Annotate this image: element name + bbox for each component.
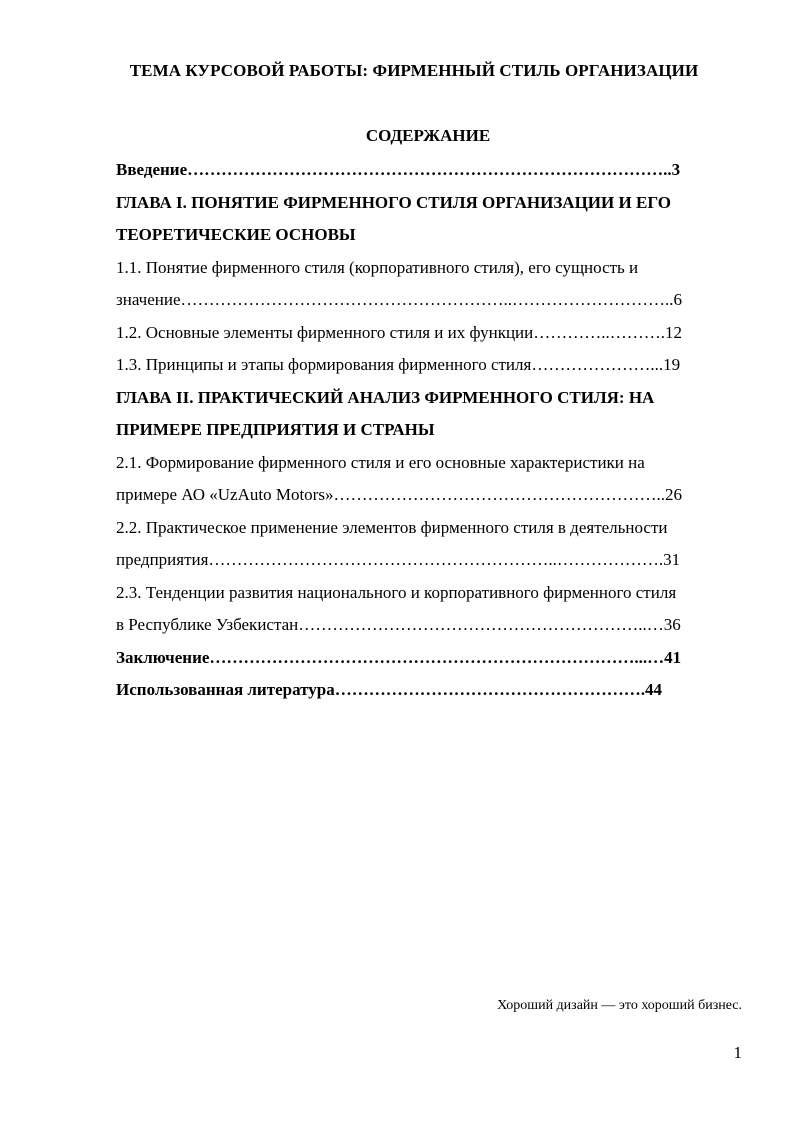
toc-entry-references: Использованная литература……………………………………………….44 [116, 680, 662, 699]
toc-entry-1-2: 1.2. Основные элементы фирменного стиля и их функции…………..……….12 [116, 322, 682, 342]
toc-entry-2-2-cont: предприятия……………………………………………………..……………….31 [116, 550, 681, 569]
toc-entry-introduction: Введение…………………………………………………………………………..3 [116, 160, 681, 179]
toc-entry-1-1-cont: значение…………………………………………………..………………………..6 [116, 290, 683, 309]
toc-chapter-2-heading-cont: ПРИМЕРЕ ПРЕДПРИЯТИЯ И СТРАНЫ [116, 420, 435, 439]
toc-entry-1-1: 1.1. Понятие фирменного стиля (корпоративного стиля), его сущность и [116, 257, 639, 277]
toc-entry-2-3: 2.3. Тенденции развития национального и корпоративного фирменного стиля [116, 582, 677, 602]
page-number: 1 [733, 1043, 742, 1062]
toc-entry-conclusion: Заключение…………………………………………………………………...…41 [116, 647, 682, 667]
toc-entry-2-2: 2.2. Практическое применение элементов фирменного стиля в деятельности [116, 517, 668, 537]
epigraph: Хороший дизайн — это хороший бизнес. [497, 998, 742, 1013]
toc-entry-2-3-cont: в Республике Узбекистан……………………………………………………..…36 [116, 615, 681, 634]
toc-entry-2-1: 2.1. Формирование фирменного стиля и его основные характеристики на [116, 452, 645, 472]
table-of-contents [116, 154, 742, 707]
toc-chapter-1-heading-cont: ТЕОРЕТИЧЕСКИЕ ОСНОВЫ [116, 225, 356, 244]
document-title: ТЕМА КУРСОВОЙ РАБОТЫ: ФИРМЕННЫЙ СТИЛЬ ОРГАНИЗАЦИИ [129, 61, 699, 80]
toc-entry-1-3: 1.3. Принципы и этапы формирования фирменного стиля…………………...19 [116, 355, 681, 374]
toc-chapter-1-heading: ГЛАВА I. ПОНЯТИЕ ФИРМЕННОГО СТИЛЯ ОРГАНИЗАЦИИ И ЕГО [116, 192, 671, 212]
toc-heading: СОДЕРЖАНИЕ [365, 126, 491, 145]
toc-chapter-2-heading: ГЛАВА II. ПРАКТИЧЕСКИЙ АНАЛИЗ ФИРМЕННОГО СТИЛЯ: НА [116, 387, 655, 407]
toc-entry-2-1-cont: примере АО «UzAuto Motors»…………………………………………………..26 [116, 485, 682, 504]
